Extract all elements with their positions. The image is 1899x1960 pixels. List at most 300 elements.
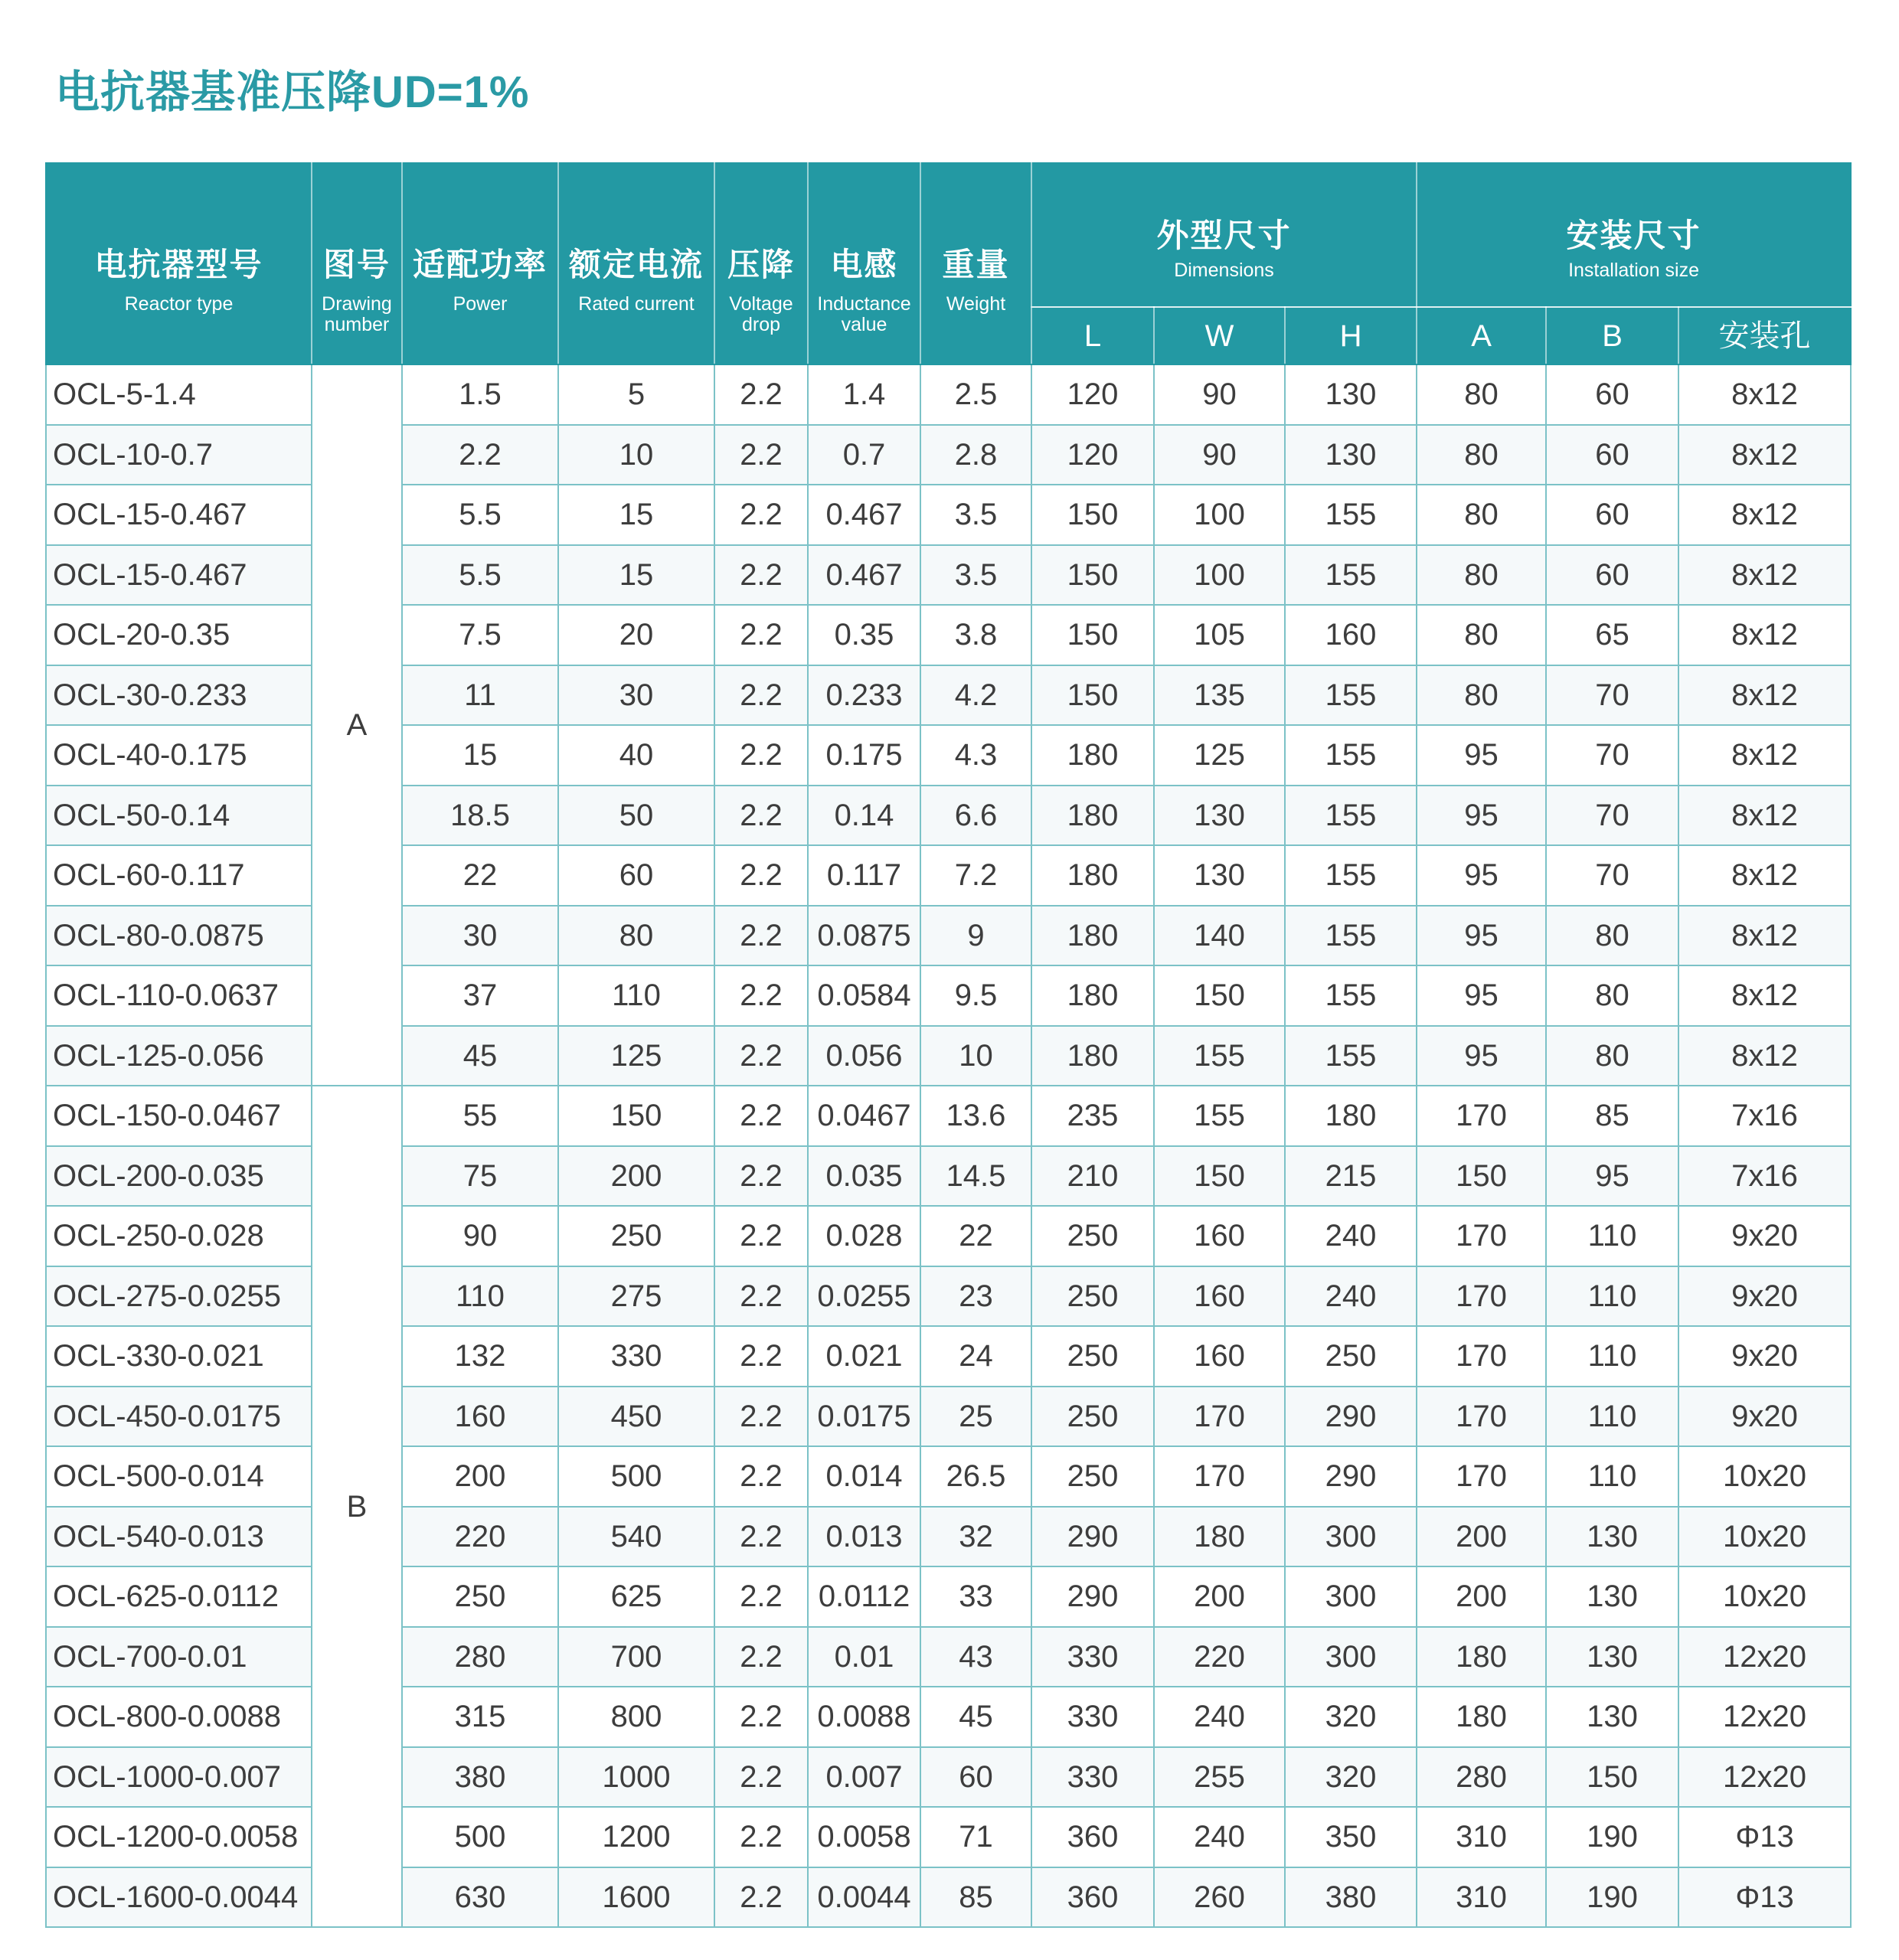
inductance-cell: 0.14 <box>808 786 920 846</box>
voltage-drop-cell: 2.2 <box>714 425 808 485</box>
model-cell: OCL-110-0.0637 <box>46 965 312 1026</box>
height-cell: 155 <box>1285 845 1417 906</box>
install-b-cell: 110 <box>1546 1326 1678 1387</box>
model-cell: OCL-125-0.056 <box>46 1026 312 1086</box>
install-a-cell: 170 <box>1417 1086 1546 1146</box>
rated-current-cell: 125 <box>558 1026 714 1086</box>
inductance-cell: 0.7 <box>808 425 920 485</box>
mount-hole-cell: 8x12 <box>1678 1026 1851 1086</box>
header-weight <box>920 163 1031 364</box>
width-cell: 160 <box>1154 1326 1285 1387</box>
model-cell: OCL-200-0.035 <box>46 1146 312 1207</box>
install-a-cell: 170 <box>1417 1326 1546 1387</box>
inductance-cell: 0.233 <box>808 665 920 726</box>
voltage-drop-cell: 2.2 <box>714 605 808 665</box>
rated-current-cell: 110 <box>558 965 714 1026</box>
header-power <box>402 163 558 364</box>
inductance-cell: 0.0875 <box>808 906 920 966</box>
length-cell: 120 <box>1031 364 1154 425</box>
width-cell: 240 <box>1154 1687 1285 1747</box>
length-cell: 330 <box>1031 1747 1154 1808</box>
length-cell: 150 <box>1031 665 1154 726</box>
weight-cell: 7.2 <box>920 845 1031 906</box>
weight-cell: 32 <box>920 1507 1031 1567</box>
voltage-drop-cell: 2.2 <box>714 1747 808 1808</box>
voltage-drop-cell: 2.2 <box>714 1687 808 1747</box>
header-inductance-zh: 电感 <box>830 247 898 283</box>
rated-current-cell: 330 <box>558 1326 714 1387</box>
install-a-cell: 80 <box>1417 425 1546 485</box>
header-dimensions-en: Dimensions <box>1174 260 1274 281</box>
install-a-cell: 95 <box>1417 1026 1546 1086</box>
install-b-cell: 80 <box>1546 965 1678 1026</box>
height-cell: 250 <box>1285 1326 1417 1387</box>
inductance-cell: 0.0058 <box>808 1807 920 1867</box>
inductance-cell: 0.175 <box>808 725 920 786</box>
model-cell: OCL-150-0.0467 <box>46 1086 312 1146</box>
weight-cell: 25 <box>920 1387 1031 1447</box>
install-b-cell: 60 <box>1546 545 1678 606</box>
install-a-cell: 280 <box>1417 1747 1546 1808</box>
mount-hole-cell: 12x20 <box>1678 1687 1851 1747</box>
rated-current-cell: 625 <box>558 1566 714 1627</box>
mount-hole-cell: 8x12 <box>1678 545 1851 606</box>
height-cell: 380 <box>1285 1867 1417 1928</box>
install-b-cell: 60 <box>1546 485 1678 545</box>
header-rated-current-zh: 额定电流 <box>568 247 704 283</box>
length-cell: 150 <box>1031 545 1154 606</box>
install-a-cell: 95 <box>1417 906 1546 966</box>
header-install-a: A <box>1417 307 1546 364</box>
model-cell: OCL-80-0.0875 <box>46 906 312 966</box>
length-cell: 250 <box>1031 1446 1154 1507</box>
weight-cell: 3.8 <box>920 605 1031 665</box>
weight-cell: 33 <box>920 1566 1031 1627</box>
header-row <box>46 163 1851 307</box>
install-b-cell: 150 <box>1546 1747 1678 1808</box>
height-cell: 155 <box>1285 665 1417 726</box>
model-cell: OCL-30-0.233 <box>46 665 312 726</box>
voltage-drop-cell: 2.2 <box>714 665 808 726</box>
install-a-cell: 170 <box>1417 1446 1546 1507</box>
install-a-cell: 170 <box>1417 1206 1546 1266</box>
power-cell: 45 <box>402 1026 558 1086</box>
weight-cell: 23 <box>920 1266 1031 1327</box>
model-cell: OCL-625-0.0112 <box>46 1566 312 1627</box>
power-cell: 132 <box>402 1326 558 1387</box>
height-cell: 300 <box>1285 1627 1417 1687</box>
voltage-drop-cell: 2.2 <box>714 1627 808 1687</box>
rated-current-cell: 200 <box>558 1146 714 1207</box>
header-voltage-drop-zh: 压降 <box>727 247 795 283</box>
drawing-number-cell: B <box>312 1086 402 1927</box>
power-cell: 630 <box>402 1867 558 1928</box>
weight-cell: 9.5 <box>920 965 1031 1026</box>
power-cell: 220 <box>402 1507 558 1567</box>
width-cell: 155 <box>1154 1086 1285 1146</box>
width-cell: 260 <box>1154 1867 1285 1928</box>
power-cell: 5.5 <box>402 545 558 606</box>
inductance-cell: 0.35 <box>808 605 920 665</box>
length-cell: 250 <box>1031 1326 1154 1387</box>
power-cell: 37 <box>402 965 558 1026</box>
inductance-cell: 1.4 <box>808 364 920 425</box>
width-cell: 180 <box>1154 1507 1285 1567</box>
install-b-cell: 80 <box>1546 1026 1678 1086</box>
install-a-cell: 95 <box>1417 845 1546 906</box>
voltage-drop-cell: 2.2 <box>714 906 808 966</box>
length-cell: 290 <box>1031 1507 1154 1567</box>
mount-hole-cell: 9x20 <box>1678 1326 1851 1387</box>
header-power-zh: 适配功率 <box>412 247 547 283</box>
width-cell: 90 <box>1154 425 1285 485</box>
power-cell: 15 <box>402 725 558 786</box>
rated-current-cell: 10 <box>558 425 714 485</box>
voltage-drop-cell: 2.2 <box>714 1146 808 1207</box>
header-rated-current <box>558 163 714 364</box>
mount-hole-cell: 8x12 <box>1678 725 1851 786</box>
width-cell: 160 <box>1154 1266 1285 1327</box>
width-cell: 140 <box>1154 906 1285 966</box>
length-cell: 180 <box>1031 845 1154 906</box>
inductance-cell: 0.0255 <box>808 1266 920 1327</box>
rated-current-cell: 20 <box>558 605 714 665</box>
weight-cell: 60 <box>920 1747 1031 1808</box>
header-installation-size-en: Installation size <box>1568 260 1700 281</box>
header-height: H <box>1285 307 1417 364</box>
height-cell: 155 <box>1285 786 1417 846</box>
height-cell: 130 <box>1285 425 1417 485</box>
model-cell: OCL-40-0.175 <box>46 725 312 786</box>
model-cell: OCL-60-0.117 <box>46 845 312 906</box>
mount-hole-cell: 12x20 <box>1678 1627 1851 1687</box>
header-weight-zh: 重量 <box>942 247 1010 283</box>
header-mount-hole: 安装孔 <box>1678 307 1851 364</box>
power-cell: 110 <box>402 1266 558 1327</box>
height-cell: 155 <box>1285 485 1417 545</box>
header-voltage-drop-en: Voltage drop <box>729 293 793 335</box>
install-a-cell: 150 <box>1417 1146 1546 1207</box>
model-cell: OCL-275-0.0255 <box>46 1266 312 1327</box>
header-inductance <box>808 163 920 364</box>
inductance-cell: 0.007 <box>808 1747 920 1808</box>
voltage-drop-cell: 2.2 <box>714 1026 808 1086</box>
weight-cell: 43 <box>920 1627 1031 1687</box>
rated-current-cell: 700 <box>558 1627 714 1687</box>
table-header <box>46 163 1851 364</box>
power-cell: 7.5 <box>402 605 558 665</box>
model-cell: OCL-800-0.0088 <box>46 1687 312 1747</box>
length-cell: 360 <box>1031 1807 1154 1867</box>
weight-cell: 6.6 <box>920 786 1031 846</box>
voltage-drop-cell: 2.2 <box>714 364 808 425</box>
weight-cell: 45 <box>920 1687 1031 1747</box>
power-cell: 55 <box>402 1086 558 1146</box>
rated-current-cell: 450 <box>558 1387 714 1447</box>
install-a-cell: 95 <box>1417 965 1546 1026</box>
width-cell: 90 <box>1154 364 1285 425</box>
install-b-cell: 190 <box>1546 1807 1678 1867</box>
voltage-drop-cell: 2.2 <box>714 545 808 606</box>
rated-current-cell: 40 <box>558 725 714 786</box>
header-dimensions <box>1031 163 1417 307</box>
inductance-cell: 0.0175 <box>808 1387 920 1447</box>
height-cell: 320 <box>1285 1687 1417 1747</box>
width-cell: 130 <box>1154 845 1285 906</box>
voltage-drop-cell: 2.2 <box>714 1507 808 1567</box>
install-a-cell: 310 <box>1417 1807 1546 1867</box>
install-b-cell: 60 <box>1546 425 1678 485</box>
install-b-cell: 130 <box>1546 1566 1678 1627</box>
install-b-cell: 110 <box>1546 1206 1678 1266</box>
length-cell: 210 <box>1031 1146 1154 1207</box>
weight-cell: 85 <box>920 1867 1031 1928</box>
install-a-cell: 80 <box>1417 485 1546 545</box>
width-cell: 150 <box>1154 965 1285 1026</box>
install-a-cell: 180 <box>1417 1687 1546 1747</box>
install-b-cell: 80 <box>1546 906 1678 966</box>
rated-current-cell: 540 <box>558 1507 714 1567</box>
inductance-cell: 0.056 <box>808 1026 920 1086</box>
voltage-drop-cell: 2.2 <box>714 786 808 846</box>
rated-current-cell: 1200 <box>558 1807 714 1867</box>
length-cell: 150 <box>1031 485 1154 545</box>
mount-hole-cell: 12x20 <box>1678 1747 1851 1808</box>
mount-hole-cell: Φ13 <box>1678 1867 1851 1928</box>
model-cell: OCL-1600-0.0044 <box>46 1867 312 1928</box>
power-cell: 250 <box>402 1566 558 1627</box>
page-title: 电抗器基准压降UD=1% <box>55 67 530 117</box>
power-cell: 280 <box>402 1627 558 1687</box>
model-cell: OCL-330-0.021 <box>46 1326 312 1387</box>
install-b-cell: 95 <box>1546 1146 1678 1207</box>
header-weight-en: Weight <box>946 293 1006 315</box>
header-rated-current-en: Rated current <box>578 293 695 315</box>
inductance-cell: 0.0467 <box>808 1086 920 1146</box>
voltage-drop-cell: 2.2 <box>714 1446 808 1507</box>
rated-current-cell: 80 <box>558 906 714 966</box>
install-b-cell: 85 <box>1546 1086 1678 1146</box>
mount-hole-cell: 10x20 <box>1678 1446 1851 1507</box>
width-cell: 100 <box>1154 545 1285 606</box>
table-body <box>46 364 1851 1927</box>
voltage-drop-cell: 2.2 <box>714 1206 808 1266</box>
length-cell: 235 <box>1031 1086 1154 1146</box>
table-row <box>46 364 1851 425</box>
model-cell: OCL-540-0.013 <box>46 1507 312 1567</box>
weight-cell: 26.5 <box>920 1446 1031 1507</box>
inductance-cell: 0.021 <box>808 1326 920 1387</box>
install-a-cell: 95 <box>1417 786 1546 846</box>
mount-hole-cell: 8x12 <box>1678 906 1851 966</box>
rated-current-cell: 50 <box>558 786 714 846</box>
length-cell: 120 <box>1031 425 1154 485</box>
voltage-drop-cell: 2.2 <box>714 1387 808 1447</box>
power-cell: 2.2 <box>402 425 558 485</box>
header-voltage-drop <box>714 163 808 364</box>
inductance-cell: 0.035 <box>808 1146 920 1207</box>
mount-hole-cell: 7x16 <box>1678 1146 1851 1207</box>
voltage-drop-cell: 2.2 <box>714 1086 808 1146</box>
install-b-cell: 70 <box>1546 665 1678 726</box>
install-a-cell: 80 <box>1417 364 1546 425</box>
install-a-cell: 95 <box>1417 725 1546 786</box>
height-cell: 215 <box>1285 1146 1417 1207</box>
header-reactor-type-zh: 电抗器型号 <box>94 247 263 283</box>
header-width: W <box>1154 307 1285 364</box>
drawing-number-cell: A <box>312 364 402 1086</box>
height-cell: 155 <box>1285 1026 1417 1086</box>
width-cell: 150 <box>1154 1146 1285 1207</box>
width-cell: 200 <box>1154 1566 1285 1627</box>
rated-current-cell: 150 <box>558 1086 714 1146</box>
header-length: L <box>1031 307 1154 364</box>
install-b-cell: 70 <box>1546 786 1678 846</box>
install-a-cell: 80 <box>1417 545 1546 606</box>
rated-current-cell: 500 <box>558 1446 714 1507</box>
install-b-cell: 130 <box>1546 1627 1678 1687</box>
rated-current-cell: 15 <box>558 545 714 606</box>
install-b-cell: 130 <box>1546 1507 1678 1567</box>
rated-current-cell: 5 <box>558 364 714 425</box>
height-cell: 240 <box>1285 1266 1417 1327</box>
length-cell: 250 <box>1031 1266 1154 1327</box>
rated-current-cell: 250 <box>558 1206 714 1266</box>
mount-hole-cell: 8x12 <box>1678 845 1851 906</box>
inductance-cell: 0.0088 <box>808 1687 920 1747</box>
power-cell: 30 <box>402 906 558 966</box>
length-cell: 290 <box>1031 1566 1154 1627</box>
power-cell: 5.5 <box>402 485 558 545</box>
length-cell: 180 <box>1031 786 1154 846</box>
rated-current-cell: 30 <box>558 665 714 726</box>
length-cell: 250 <box>1031 1206 1154 1266</box>
mount-hole-cell: 8x12 <box>1678 364 1851 425</box>
power-cell: 22 <box>402 845 558 906</box>
model-cell: OCL-500-0.014 <box>46 1446 312 1507</box>
model-cell: OCL-1200-0.0058 <box>46 1807 312 1867</box>
weight-cell: 13.6 <box>920 1086 1031 1146</box>
weight-cell: 4.2 <box>920 665 1031 726</box>
width-cell: 105 <box>1154 605 1285 665</box>
model-cell: OCL-20-0.35 <box>46 605 312 665</box>
rated-current-cell: 1600 <box>558 1867 714 1928</box>
length-cell: 180 <box>1031 906 1154 966</box>
weight-cell: 2.5 <box>920 364 1031 425</box>
inductance-cell: 0.028 <box>808 1206 920 1266</box>
mount-hole-cell: 8x12 <box>1678 425 1851 485</box>
inductance-cell: 0.0584 <box>808 965 920 1026</box>
height-cell: 155 <box>1285 725 1417 786</box>
header-installation-size-zh: 安装尺寸 <box>1566 217 1701 253</box>
height-cell: 155 <box>1285 545 1417 606</box>
table-row <box>46 1086 1851 1146</box>
inductance-cell: 0.467 <box>808 485 920 545</box>
width-cell: 125 <box>1154 725 1285 786</box>
power-cell: 160 <box>402 1387 558 1447</box>
height-cell: 350 <box>1285 1807 1417 1867</box>
power-cell: 75 <box>402 1146 558 1207</box>
power-cell: 380 <box>402 1747 558 1808</box>
length-cell: 360 <box>1031 1867 1154 1928</box>
width-cell: 100 <box>1154 485 1285 545</box>
header-dimensions-zh: 外型尺寸 <box>1156 217 1292 253</box>
header-power-en: Power <box>453 293 508 315</box>
weight-cell: 9 <box>920 906 1031 966</box>
rated-current-cell: 800 <box>558 1687 714 1747</box>
weight-cell: 22 <box>920 1206 1031 1266</box>
height-cell: 240 <box>1285 1206 1417 1266</box>
model-cell: OCL-50-0.14 <box>46 786 312 846</box>
length-cell: 180 <box>1031 1026 1154 1086</box>
weight-cell: 2.8 <box>920 425 1031 485</box>
rated-current-cell: 15 <box>558 485 714 545</box>
voltage-drop-cell: 2.2 <box>714 485 808 545</box>
inductance-cell: 0.0112 <box>808 1566 920 1627</box>
header-reactor-type-en: Reactor type <box>124 293 234 315</box>
rated-current-cell: 275 <box>558 1266 714 1327</box>
voltage-drop-cell: 2.2 <box>714 1807 808 1867</box>
weight-cell: 3.5 <box>920 545 1031 606</box>
weight-cell: 24 <box>920 1326 1031 1387</box>
install-b-cell: 60 <box>1546 364 1678 425</box>
mount-hole-cell: 10x20 <box>1678 1566 1851 1627</box>
install-a-cell: 180 <box>1417 1627 1546 1687</box>
voltage-drop-cell: 2.2 <box>714 725 808 786</box>
header-inductance-en: Inductance value <box>817 293 911 335</box>
install-a-cell: 80 <box>1417 605 1546 665</box>
header-drawing-number <box>312 163 402 364</box>
model-cell: OCL-5-1.4 <box>46 364 312 425</box>
inductance-cell: 0.01 <box>808 1627 920 1687</box>
inductance-cell: 0.467 <box>808 545 920 606</box>
mount-hole-cell: 9x20 <box>1678 1206 1851 1266</box>
mount-hole-cell: 8x12 <box>1678 485 1851 545</box>
rated-current-cell: 60 <box>558 845 714 906</box>
install-b-cell: 190 <box>1546 1867 1678 1928</box>
mount-hole-cell: 8x12 <box>1678 786 1851 846</box>
length-cell: 180 <box>1031 725 1154 786</box>
install-b-cell: 65 <box>1546 605 1678 665</box>
mount-hole-cell: 9x20 <box>1678 1387 1851 1447</box>
model-cell: OCL-700-0.01 <box>46 1627 312 1687</box>
header-drawing-number-en: Drawing number <box>322 293 392 335</box>
power-cell: 200 <box>402 1446 558 1507</box>
install-a-cell: 200 <box>1417 1566 1546 1627</box>
length-cell: 250 <box>1031 1387 1154 1447</box>
install-a-cell: 310 <box>1417 1867 1546 1928</box>
height-cell: 180 <box>1285 1086 1417 1146</box>
header-reactor-type <box>46 163 312 364</box>
model-cell: OCL-250-0.028 <box>46 1206 312 1266</box>
mount-hole-cell: 9x20 <box>1678 1266 1851 1327</box>
width-cell: 170 <box>1154 1387 1285 1447</box>
voltage-drop-cell: 2.2 <box>714 845 808 906</box>
height-cell: 155 <box>1285 965 1417 1026</box>
install-a-cell: 80 <box>1417 665 1546 726</box>
height-cell: 130 <box>1285 364 1417 425</box>
install-a-cell: 200 <box>1417 1507 1546 1567</box>
weight-cell: 4.3 <box>920 725 1031 786</box>
height-cell: 300 <box>1285 1566 1417 1627</box>
length-cell: 180 <box>1031 965 1154 1026</box>
power-cell: 500 <box>402 1807 558 1867</box>
power-cell: 315 <box>402 1687 558 1747</box>
reactor-spec-table <box>45 162 1852 1928</box>
inductance-cell: 0.013 <box>808 1507 920 1567</box>
install-b-cell: 70 <box>1546 725 1678 786</box>
install-b-cell: 110 <box>1546 1446 1678 1507</box>
